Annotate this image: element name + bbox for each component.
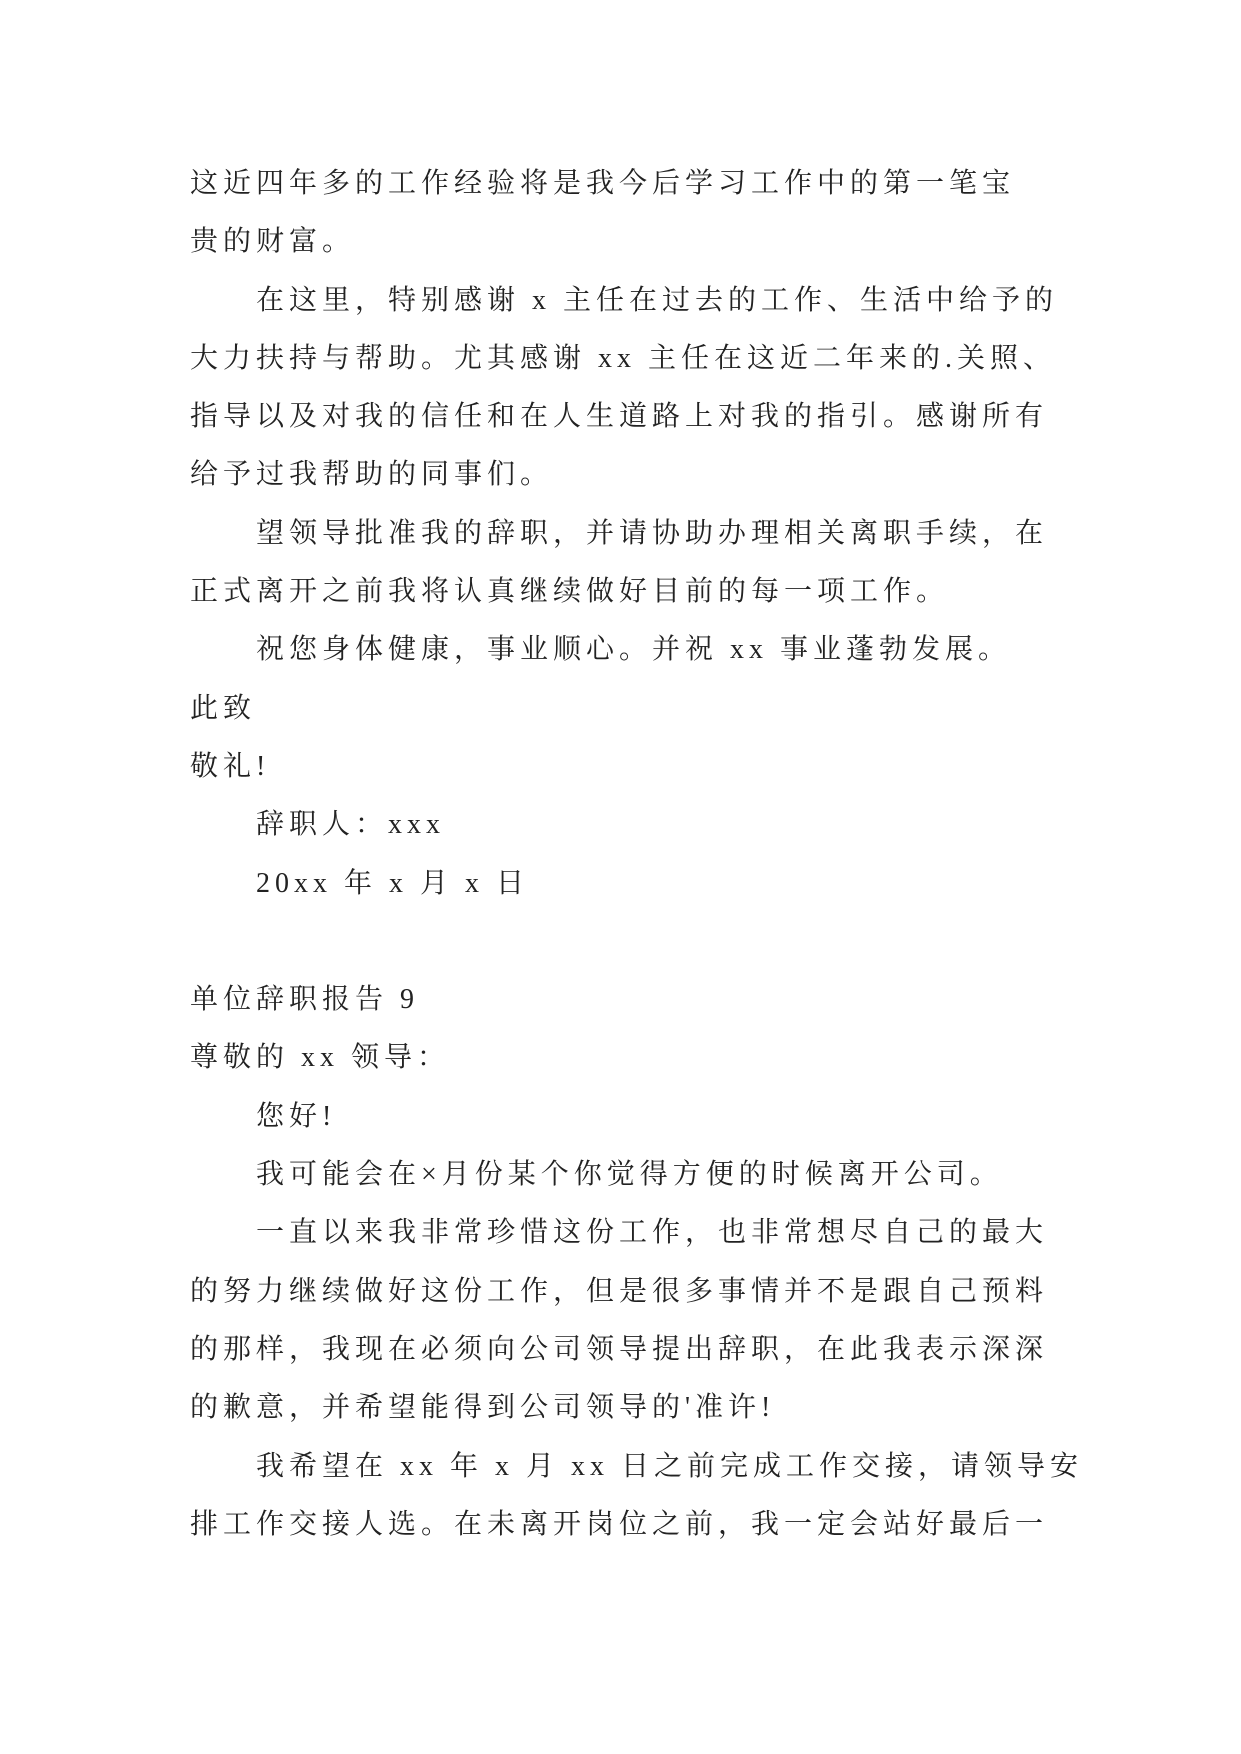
salutation: 敬礼! xyxy=(190,750,271,782)
date: 20xx 年 x 月 x 日 xyxy=(256,867,530,899)
signer: 辞职人：xxx xyxy=(256,809,446,841)
paragraph-line: 正式离开之前我将认真继续做好目前的每一项工作。 xyxy=(190,576,950,608)
blank-line xyxy=(190,913,1241,971)
paragraph-line: 的歉意，并希望能得到公司领导的'准许! xyxy=(190,1392,776,1424)
paragraph-line: 我可能会在×月份某个你觉得方便的时候离开公司。 xyxy=(256,1159,1003,1191)
paragraph xyxy=(190,621,1241,679)
paragraph-line: 祝您身体健康，事业顺心。并祝 xx 事业蓬勃发展。 xyxy=(256,634,1012,666)
paragraph-line: 一直以来我非常珍惜这份工作，也非常想尽自己的最大 xyxy=(256,1217,1049,1249)
paragraph-line: 的努力继续做好这份工作，但是很多事情并不是跟自己预料 xyxy=(190,1275,1049,1307)
paragraph xyxy=(190,1146,1241,1204)
paragraph-line: 我希望在 xx 年 x 月 xx 日之前完成工作交接，请领导安 xyxy=(256,1450,1084,1482)
paragraph xyxy=(190,1438,1241,1555)
paragraph xyxy=(190,1204,1241,1437)
paragraph-line: 在这里，特别感谢 x 主任在过去的工作、生活中给予的 xyxy=(256,284,1059,316)
closing: 此致 xyxy=(190,692,257,724)
section-title: 单位辞职报告 9 xyxy=(190,984,420,1016)
paragraph xyxy=(190,505,1241,622)
hello: 您好! xyxy=(256,1100,337,1132)
paragraph-line: 的那样，我现在必须向公司领导提出辞职，在此我表示深深 xyxy=(190,1333,1049,1365)
paragraph-line: 大力扶持与帮助。尤其感谢 xx 主任在这近二年来的.关照、 xyxy=(190,342,1057,374)
paragraph-line: 贵的财富。 xyxy=(190,226,356,258)
paragraph-line: 给予过我帮助的同事们。 xyxy=(190,459,554,491)
letter-8-tail xyxy=(190,155,1241,913)
paragraph-line: 排工作交接人选。在未离开岗位之前，我一定会站好最后一 xyxy=(190,1508,1049,1540)
paragraph-line: 望领导批准我的辞职，并请协助办理相关离职手续，在 xyxy=(256,517,1049,549)
paragraph-line: 这近四年多的工作经验将是我今后学习工作中的第一笔宝 xyxy=(190,168,1016,199)
greeting: 尊敬的 xx 领导： xyxy=(190,1042,451,1074)
paragraph xyxy=(190,155,1241,272)
letter-9 xyxy=(190,971,1241,1554)
paragraph-line: 指导以及对我的信任和在人生道路上对我的指引。感谢所有 xyxy=(190,401,1049,433)
paragraph xyxy=(190,272,1241,505)
